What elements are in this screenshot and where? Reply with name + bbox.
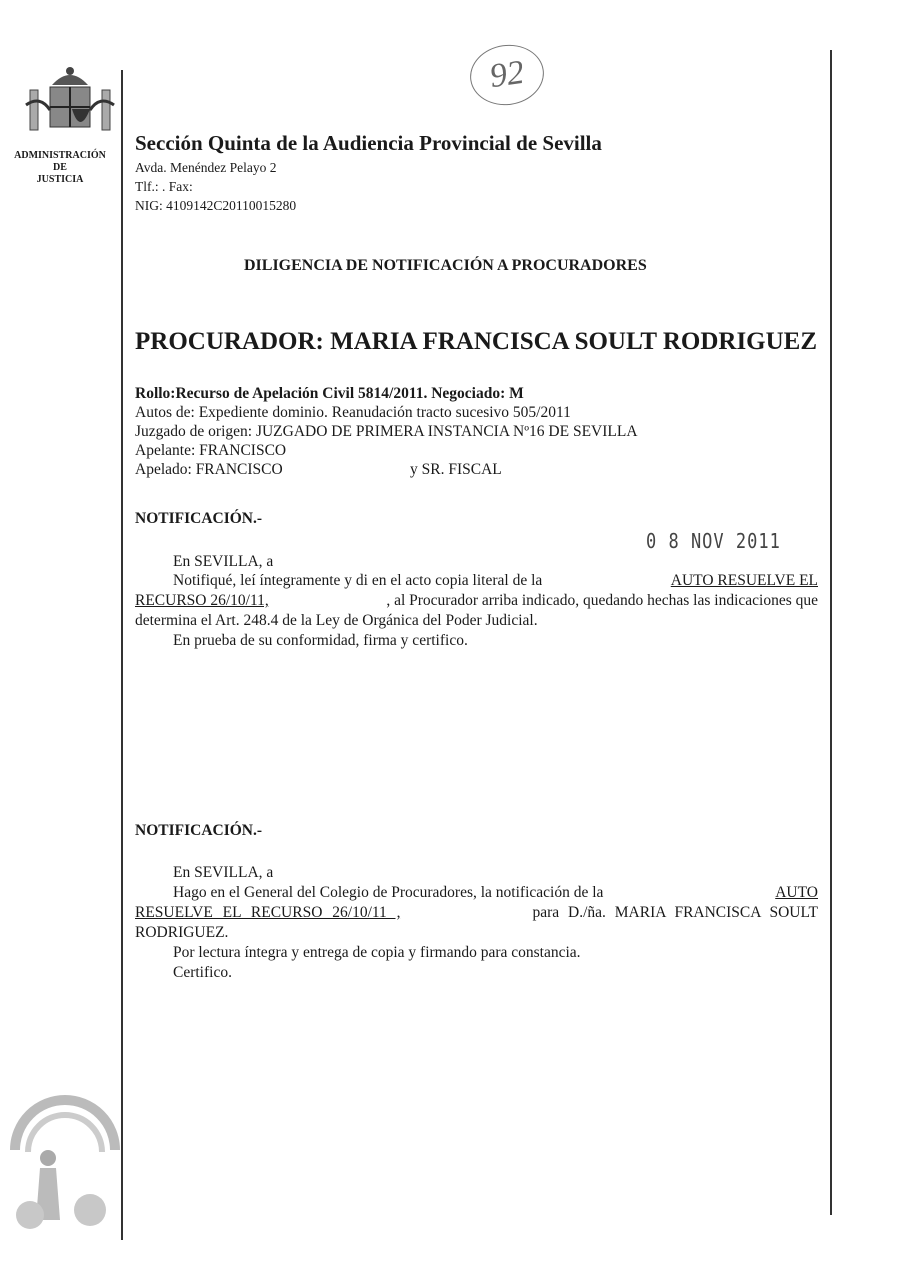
right-margin-line xyxy=(830,50,832,1215)
case-autos: Autos de: Expediente dominio. Reanudación tracto sucesivo 505/2011 xyxy=(135,404,571,421)
org-name xyxy=(0,150,120,186)
org-line: ADMINISTRACIÓN xyxy=(14,150,106,161)
court-address: Avda. Menéndez Pelayo 2 xyxy=(135,160,277,175)
resolution-title: RECURSO 26/10/11, xyxy=(135,592,269,609)
nig-number: NIG: 4109142C20110015280 xyxy=(135,198,297,213)
procurador-name: PROCURADOR: MARIA FRANCISCA SOULT RODRIGUEZ xyxy=(135,328,818,355)
notification-line: En prueba de su conformidad, firma y certifico. xyxy=(173,632,468,649)
document-title: DILIGENCIA DE NOTIFICACIÓN A PROCURADORES xyxy=(244,257,647,274)
notification-line xyxy=(135,904,818,922)
coat-of-arms-icon xyxy=(20,55,120,145)
left-margin-line xyxy=(121,70,123,1240)
notification-line: RODRIGUEZ. xyxy=(135,924,229,941)
handwritten-page-number: 92 xyxy=(466,40,548,110)
text: Notifiqué, leí íntegramente y di en el acto copia literal de la xyxy=(173,572,543,589)
text: Hago en el General del Colegio de Procuradores, la notificación de la xyxy=(173,884,604,901)
case-rollo: Rollo:Recurso de Apelación Civil 5814/2011. Negociado: M xyxy=(135,385,524,402)
resolution-title: AUTO RESUELVE EL xyxy=(670,572,818,589)
resolution-title: AUTO xyxy=(775,884,818,901)
case-apelante: Apelante: FRANCISCO xyxy=(135,442,287,459)
notification-heading: NOTIFICACIÓN.- xyxy=(135,510,263,527)
notification-place: En SEVILLA, a xyxy=(173,864,274,881)
notification-line: Por lectura íntegra y entrega de copia y firmando para constancia. xyxy=(173,944,581,961)
notification-place: En SEVILLA, a xyxy=(173,553,274,570)
notification-line: Certifico. xyxy=(173,964,232,981)
notification-line xyxy=(135,592,818,610)
resolution-title: RESUELVE EL RECURSO 26/10/11 , xyxy=(135,904,401,921)
case-apelado-suffix: y SR. FISCAL xyxy=(410,461,502,478)
notification-line xyxy=(173,572,818,590)
date-stamp: 0 8 NOV 2011 xyxy=(646,530,781,554)
notification-heading: NOTIFICACIÓN.- xyxy=(135,822,263,839)
notification-line: determina el Art. 248.4 de la Ley de Orgánica del Poder Judicial. xyxy=(135,612,538,629)
andalucia-emblem-icon xyxy=(10,1090,120,1240)
court-phone-fax: Tlf.: . Fax: xyxy=(135,179,193,194)
org-line: DE xyxy=(53,162,67,173)
notification-line xyxy=(173,884,818,902)
case-apelado: Apelado: FRANCISCO xyxy=(135,461,283,478)
org-line: JUSTICIA xyxy=(36,174,84,185)
text: para D./ña. MARIA FRANCISCA SOULT xyxy=(532,904,818,921)
court-name: Sección Quinta de la Audiencia Provincial de Sevilla xyxy=(135,131,602,155)
case-juzgado: Juzgado de origen: JUZGADO DE PRIMERA INSTANCIA Nº16 DE SEVILLA xyxy=(135,423,638,440)
text: , al Procurador arriba indicado, quedando hechas las indicaciones que xyxy=(386,592,818,609)
